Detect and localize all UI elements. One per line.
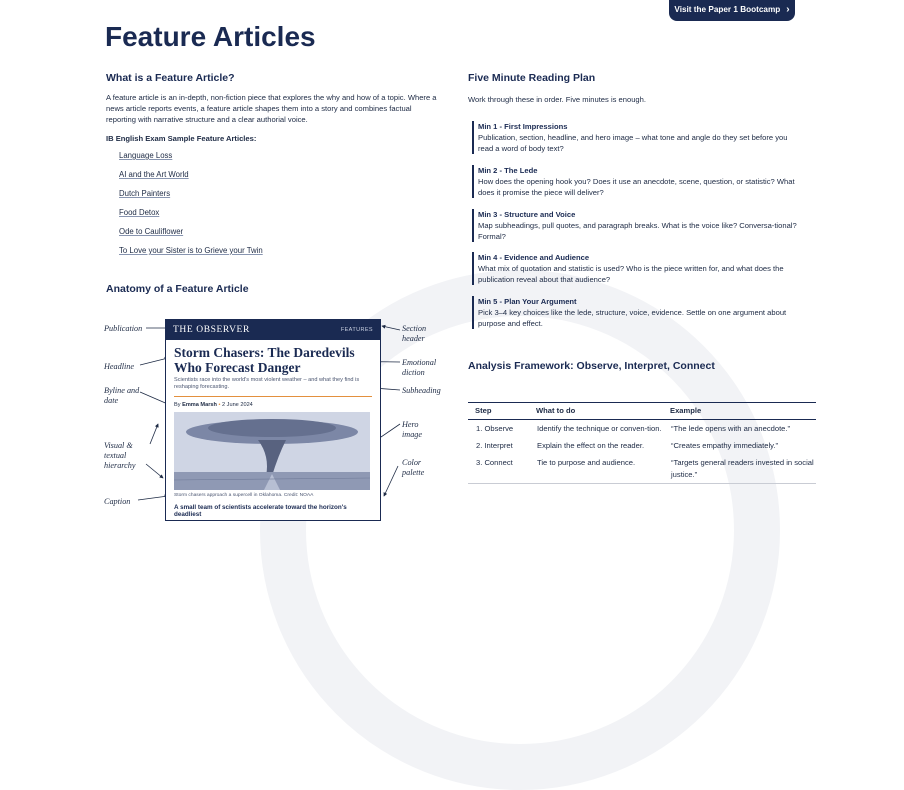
label-section-header: Section header (402, 324, 427, 343)
step-title: Min 2 - The Lede (478, 166, 538, 175)
accent-rule (174, 396, 372, 397)
samples-heading: IB English Exam Sample Feature Articles: (106, 134, 257, 143)
plan-step-5 (472, 296, 798, 329)
plan-step-1 (472, 121, 798, 154)
step-title: Min 5 - Plan Your Argument (478, 297, 577, 306)
what-is-heading: What is a Feature Article? (106, 72, 235, 84)
cell-step: 1. Observe (476, 424, 514, 433)
table-row (468, 454, 816, 483)
plan-step-2 (472, 165, 798, 198)
plan-step-4 (472, 252, 798, 285)
cell-step: 2. Interpret (476, 441, 513, 451)
cell-example: “The lede opens with an anecdote.” (671, 424, 791, 433)
sample-link-dutch-painters[interactable]: Dutch Painters (119, 189, 171, 198)
label-publication: Publication (104, 324, 143, 333)
plan-step-3 (472, 209, 798, 242)
cell-what: Identify the technique or conven-tion. (537, 424, 662, 433)
step-title: Min 3 - Structure and Voice (478, 210, 576, 219)
arrow-headline (140, 358, 168, 365)
label-emotional-diction: Emotional diction (402, 358, 437, 377)
label-visual-hierarchy: Visual & textual hierarchy (104, 441, 136, 470)
hero-image (174, 412, 370, 490)
card-caption: Storm chasers approach a supercell in Oklahoma. Credit: NOAA (174, 493, 314, 498)
byline-date: 2 June 2024 (222, 402, 253, 408)
sample-link-food-detox[interactable]: Food Detox (119, 208, 160, 217)
step-desc: Pick 3–4 key choices like the lede, structure, voice, evidence. Settle on one argument about purpose and effect. (478, 308, 787, 329)
label-subheading: Subheading (402, 386, 441, 395)
sample-link-language-loss[interactable]: Language Loss (119, 151, 173, 160)
cta-label: Visit the Paper 1 Bootcamp (674, 5, 781, 14)
cell-what: Tie to purpose and audience. (529, 454, 663, 483)
page-title: Feature Articles (105, 21, 316, 52)
label-headline: Headline (104, 362, 135, 371)
masthead (166, 320, 380, 340)
card-lead: A small team of scientists accelerate toward the horizon's deadliest (174, 504, 347, 518)
byline-dot: • (218, 402, 222, 408)
anatomy-heading: Anatomy of a Feature Article (106, 283, 249, 295)
sample-article-card (165, 319, 381, 521)
card-publication: THE OBSERVER (173, 325, 250, 335)
plan-intro: Work through these in order. Five minutes is enough. (468, 95, 646, 104)
byline-author: Emma Marsh (182, 402, 217, 408)
arrow-visual-up (150, 424, 158, 444)
plan-heading: Five Minute Reading Plan (468, 72, 596, 84)
table-row (468, 437, 816, 454)
step-title: Min 1 - First Impressions (478, 122, 568, 131)
label-hero-image: Hero image (402, 420, 423, 439)
arrow-visual-down (146, 464, 163, 478)
label-caption: Caption (104, 497, 131, 506)
cell-example: “Targets general readers invested in social justice.” (663, 454, 816, 483)
table-header-row (468, 403, 816, 420)
label-color-palette: Color palette (402, 458, 425, 477)
step-title: Min 4 - Evidence and Audience (478, 253, 590, 262)
sample-link-ode-cauliflower[interactable]: Ode to Cauliflower (119, 227, 184, 236)
sample-link-ai-art-world[interactable]: AI and the Art World (119, 170, 189, 179)
cell-step: 3. Connect (468, 454, 529, 483)
sample-link-love-sister[interactable]: To Love your Sister is to Grieve your Twin (119, 246, 263, 255)
cell-what: Explain the effect on the reader. (537, 441, 645, 451)
step-desc: Map subheadings, pull quotes, and paragraph breaks. What is the voice like? Conversa-tional? Formal? (478, 221, 797, 242)
card-byline (174, 402, 372, 408)
framework-table (468, 402, 816, 484)
step-desc: Publication, section, headline, and hero image – what tone and angle do they set before you read a word of body text? (478, 133, 788, 154)
card-headline: Storm Chasers: The Daredevils Who Forecast Danger (174, 345, 355, 375)
card-section: FEATURES (340, 327, 373, 333)
arrow-caption (138, 496, 168, 500)
cell-example: “Creates empathy immediately.” (671, 441, 779, 451)
byline-by: By (174, 402, 181, 408)
framework-heading: Analysis Framework: Observe, Interpret, Connect (468, 360, 715, 372)
arrow-palette (384, 466, 398, 496)
table-row (468, 420, 816, 438)
card-subheading: Scientists race into the world's most violent weather – and what they find is reshaping forecasting. (174, 377, 360, 390)
header-example: Example (663, 403, 816, 420)
label-byline: Byline and date (104, 386, 140, 405)
header-step: Step (468, 403, 529, 420)
step-desc: How does the opening hook you? Does it use an anecdote, scene, question, or statistic? What does it promise the piece will deliver? (478, 177, 795, 198)
arrow-section-header (382, 326, 400, 330)
what-is-body: A feature article is an in-depth, non-fiction piece that explores the why and how of a topic. Where a news article reports events, a feature article shapes them into a story and combines factual reporting with narrative structure and a clear authorial voice. (106, 93, 437, 125)
header-what-to-do: What to do (529, 403, 663, 420)
step-desc: What mix of quotation and statistic is used? Who is the piece written for, and what does the publication reveal about that audience? (478, 264, 784, 285)
chevron-right-icon: › (786, 4, 790, 15)
